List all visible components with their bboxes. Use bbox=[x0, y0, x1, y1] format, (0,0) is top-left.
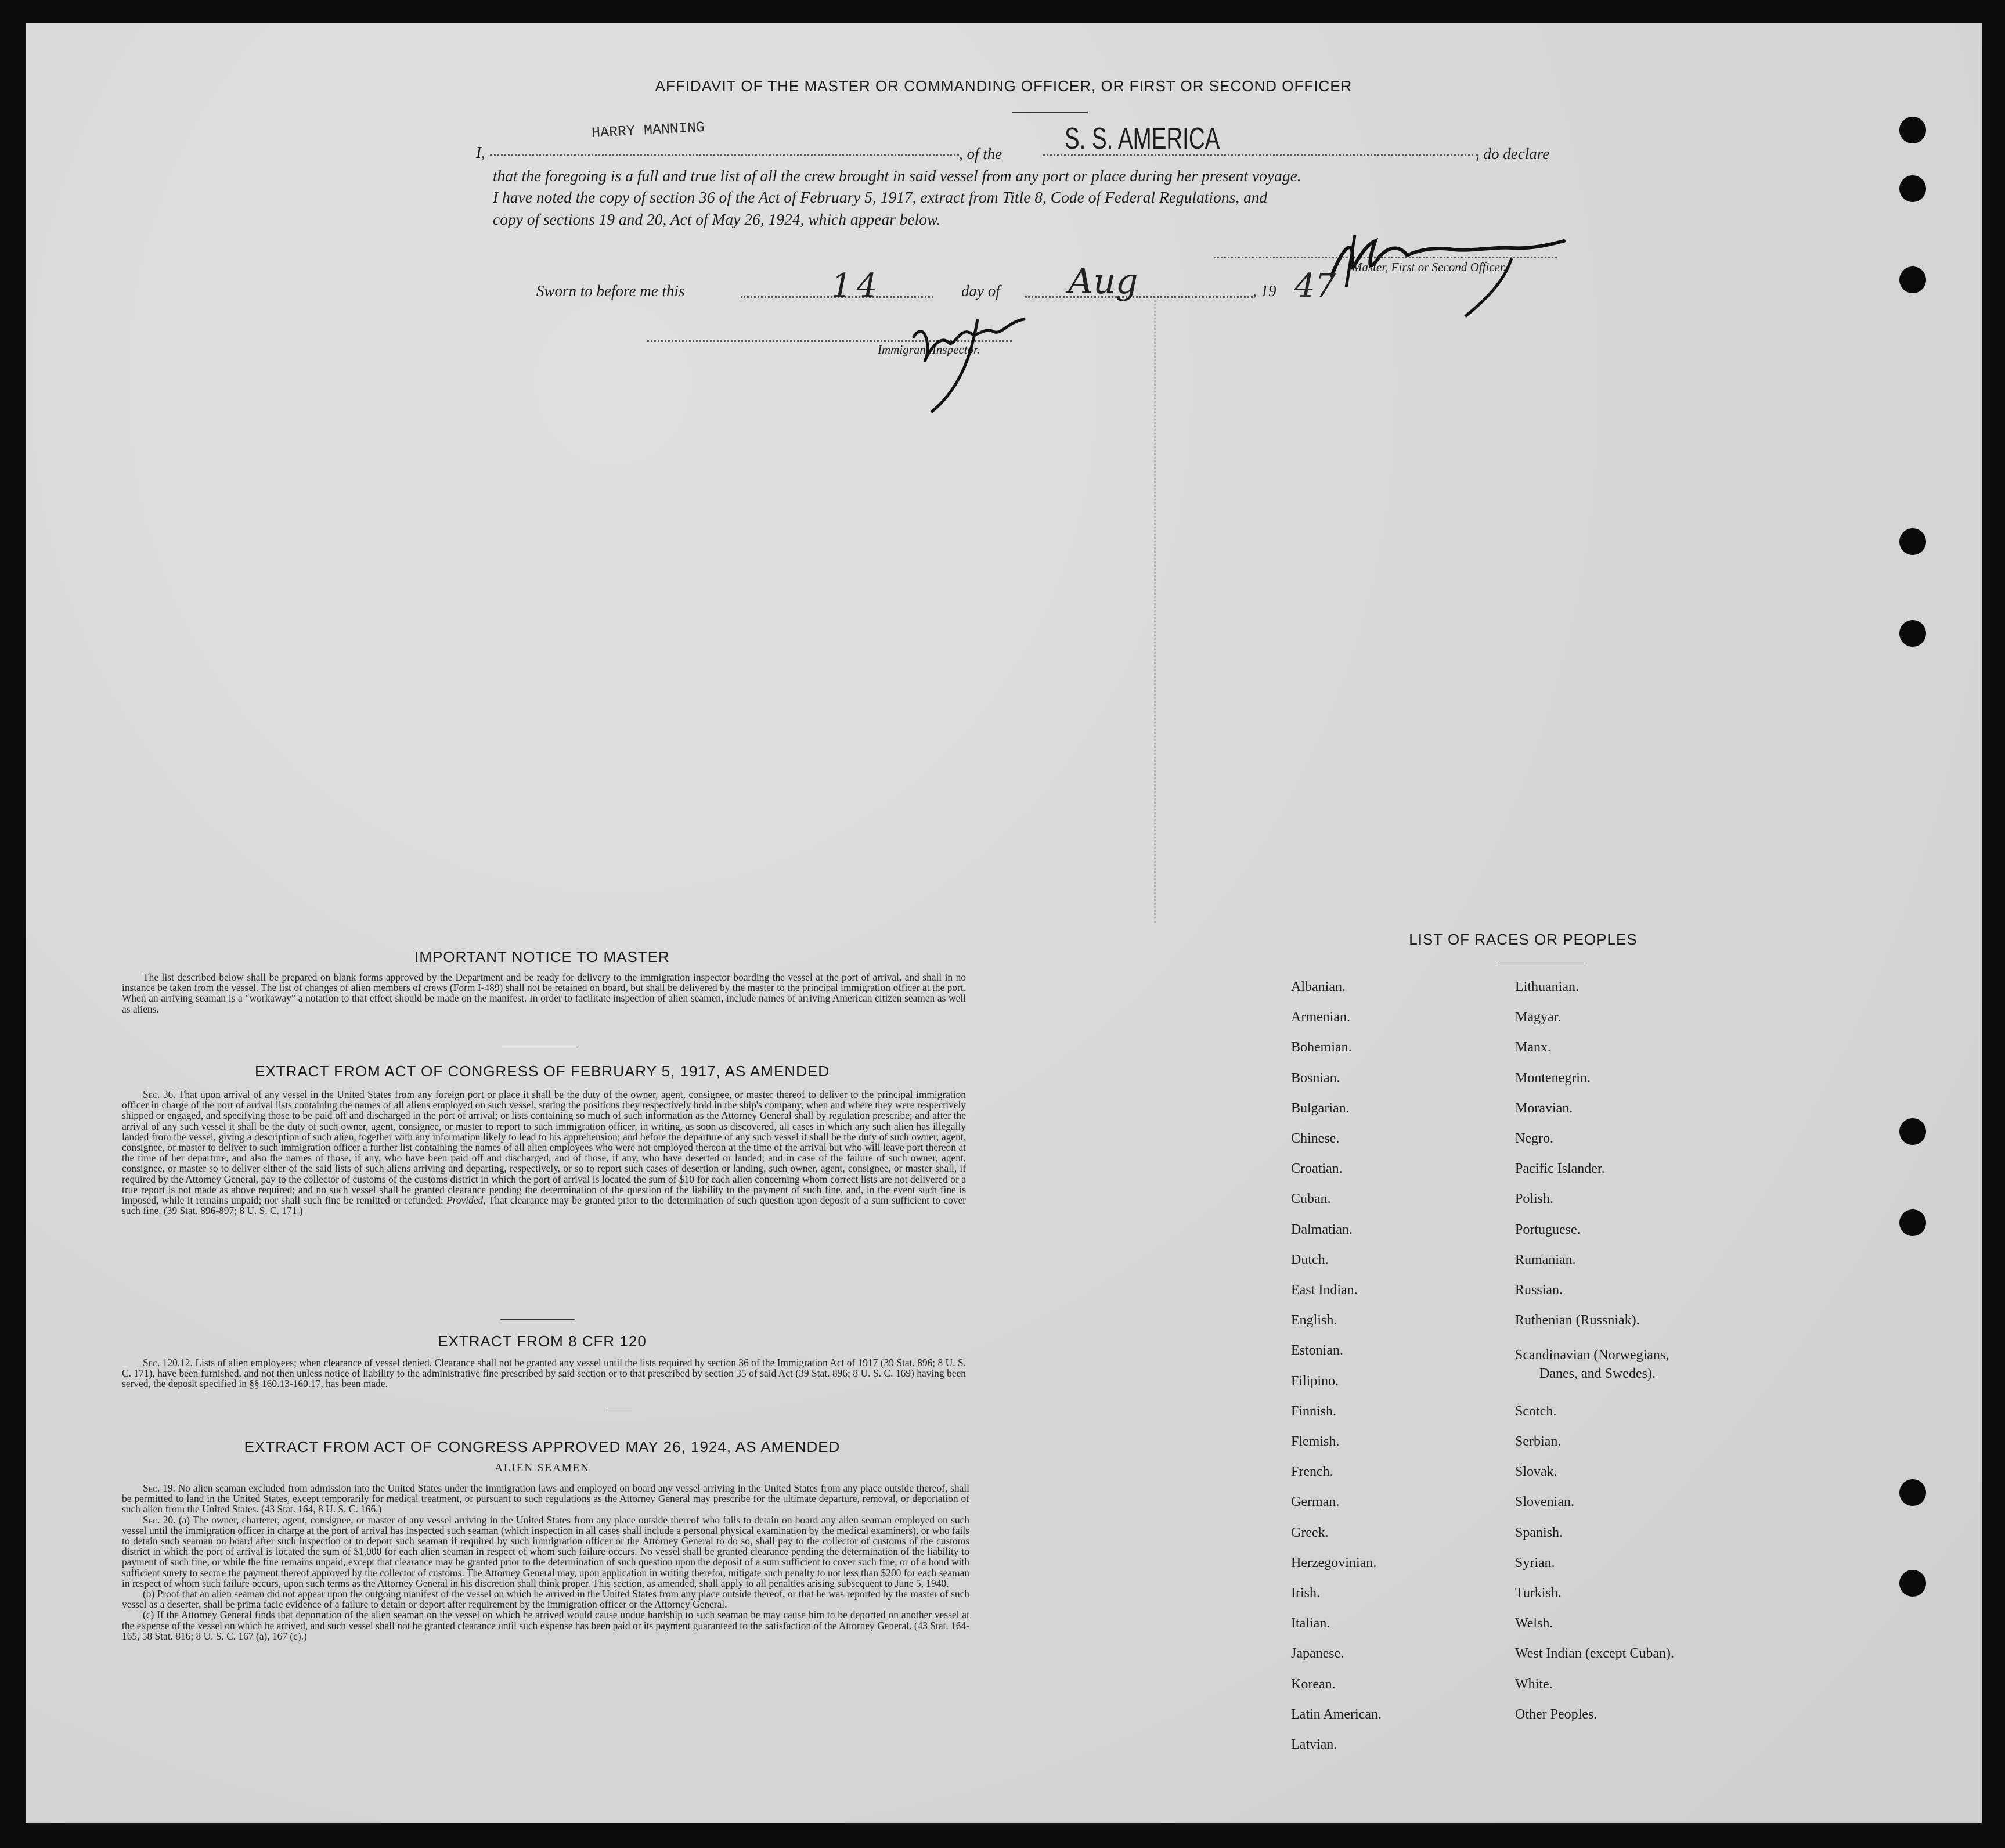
race-item: Serbian. bbox=[1515, 1434, 1562, 1449]
affidavit-line-1: that the foregoing is a full and true list of all the crew brought in said vessel from any port or place during her present voyage. bbox=[493, 167, 1301, 185]
sworn-month-line bbox=[1025, 296, 1253, 298]
race-item: Croatian. bbox=[1291, 1161, 1343, 1177]
race-item: Rumanian. bbox=[1515, 1252, 1576, 1267]
extract-1917-title: EXTRACT FROM ACT OF CONGRESS OF FEBRUARY 5, 1917, AS AMENDED bbox=[255, 1062, 830, 1080]
punch-hole bbox=[1899, 266, 1926, 293]
sworn-day: 14 bbox=[831, 267, 882, 305]
race-item: Bosnian. bbox=[1291, 1070, 1340, 1086]
of-the-label: , of the bbox=[959, 145, 1002, 163]
sec-36-text: That upon arrival of any vessel in the United States from any foreign port or place it shall be the duty of the owner, agent, consignee, or master thereof to deliver to the principal immigration officer in charge of the port of arrival lists containing the names of all aliens employed on such vessel, stating the positions they respectively hold in the ship's company, when and where they were respectively shipped or engaged, and specifying those to be paid off and discharged in the port of arrival; or lists containing so much of such information as the Attorney General shall by regulation prescribe; and after the arrival of any such vessel it shall be the duty of such owner, agent, consignee, or master to report to such immigration officer, in writing, as soon as discovered, all cases in which any such alien has illegally landed from the vessel, giving a description of such alien, together with any information likely to lead to his apprehension; and before the departure of any such vessel it shall be the duty of such owner, agent, consignee, or master to deliver to such immigration officer a further list containing the names of all alien employees who were not employed thereon at the time of the arrival but who will leave port thereon at the time of her departure, and also the names of those, if any, who have been paid off and discharged, and of those, if any, who have deserted or landed; and in case of the failure of such owner, agent, consignee, or master so to deliver either of the said lists of such aliens arriving and departing, respectively, or so to report such cases of desertion or landing, such owner, agent, consignee, or master shall, if required by the Attorney General, pay to the collector of customs of the customs district in which the port of arrival is located the sum of $10 for each alien concerning whom correct lists are not delivered or a true report is not made as above required; and no such vessel shall be granted clearance pending the determination of the question of the liability to the payment of such fine, and, in the event such fine is imposed, while it remains unpaid; nor shall such fine be remitted or refunded: bbox=[122, 1089, 966, 1206]
sec-20a-text: (a) The owner, charterer, agent, consignee, or master of any vessel arriving in the United States from any place outside thereof who fails to detain on board any alien seaman employed on such vessel until the immigration officer in charge at the port of arrival has inspected such seaman (which inspection in all cases shall include a personal physical examination by the medical examiners), or who fails to detain such seaman on board after such inspection or to deport such seaman if required by such immigration officer or the Attorney General to do so, shall pay to the collector of customs of the customs district in which the port of arrival is located the sum of $1,000 for each alien seaman in respect of whom such failure occurs. No vessel shall be granted clearance pending the determination of the liability to payment of such fine, or while the fine remains unpaid, except that clearance may be granted prior to the determination of such question upon the deposit of a sum sufficient to cover such fine, or of a bond with sufficient surety to secure the payment thereof approved by the collector of customs. The Attorney General may, upon application in writing therefor, mitigate such penalty to not less than $200 for each seaman in respect of whom such failure occurs, upon such terms as the Attorney General in his discretion shall think proper. This section, as amended, shall apply to all penalties arising subsequent to June 5, 1940. bbox=[122, 1514, 969, 1589]
race-item: Turkish. bbox=[1515, 1586, 1562, 1601]
provided-text: Provided, bbox=[446, 1194, 486, 1206]
extract-1924-body bbox=[122, 1483, 969, 1641]
sworn-label: Sworn to before me this bbox=[536, 282, 685, 300]
sec-36-label: Sec. 36. bbox=[143, 1089, 176, 1100]
sec-19-text: No alien seaman excluded from admission into the United States under the immigration laws and employed on board any vessel arriving in the United States from any place outside thereof, shall be permitted to land in the United States, except temporarily for medical treatment, or pursuant to such regulations as the Attorney General may prescribe for the ultimate departure, removal, or deportation of such alien from the United States. (43 Stat. 164, 8 U. S. C. 166.) bbox=[122, 1482, 969, 1515]
sec-36-text-end: That clearance may be granted prior to the determination of such question upon deposit of a sum sufficient to cover such fine. (39 Stat. 896-897; 8 U. S. C. 171.) bbox=[122, 1194, 967, 1217]
punch-hole bbox=[1899, 528, 1926, 555]
race-item: Filipino. bbox=[1291, 1373, 1339, 1389]
punch-hole bbox=[1899, 620, 1926, 647]
punch-hole bbox=[1899, 1479, 1926, 1506]
race-item: Latin American. bbox=[1291, 1706, 1382, 1722]
race-item: Polish. bbox=[1515, 1191, 1554, 1207]
race-item: Albanian. bbox=[1291, 979, 1346, 995]
declarant-name: HARRY MANNING bbox=[591, 118, 705, 142]
race-item: Spanish. bbox=[1515, 1525, 1563, 1540]
sec-120-text: Lists of alien employees; when clearance of vessel denied. Clearance shall not be granted any vessel until the lists required by section 36 of the Immigration Act of 1917 (39 Stat. 896; 8 U. S. C. 171), have been furnished, and not then unless notice of liability to the administrative fine prescribed by said section or to that prescribed by section 35 of said Act (39 Stat. 896; 8 U. S. C. 169) having been served, the deposit specified in §§ 160.13-160.17, has been made. bbox=[122, 1357, 966, 1390]
document-page bbox=[26, 23, 1982, 1823]
name-line bbox=[490, 154, 959, 156]
race-item: Montenegrin. bbox=[1515, 1070, 1591, 1086]
extract-cfr-title: EXTRACT FROM 8 CFR 120 bbox=[438, 1332, 647, 1350]
extract-1917-body bbox=[122, 1089, 966, 1216]
race-item: Armenian. bbox=[1291, 1010, 1350, 1025]
race-item: Slovak. bbox=[1515, 1464, 1557, 1480]
extract-1924-title: EXTRACT FROM ACT OF CONGRESS APPROVED MAY 26, 1924, AS AMENDED bbox=[244, 1438, 841, 1456]
race-item: Dalmatian. bbox=[1291, 1222, 1353, 1237]
race-item: English. bbox=[1291, 1313, 1337, 1328]
race-item: Bohemian. bbox=[1291, 1040, 1352, 1056]
race-item: Lithuanian. bbox=[1515, 979, 1579, 995]
affidavit-line-2: I have noted the copy of section 36 of the Act of February 5, 1917, extract from Title 8, Code of Federal Regulations, and bbox=[493, 188, 1268, 206]
master-signature-label: Master, First or Second Officer. bbox=[1352, 260, 1506, 274]
race-item: Japanese. bbox=[1291, 1646, 1344, 1662]
punch-hole bbox=[1899, 1118, 1926, 1145]
sec-19-label: Sec. 19. bbox=[143, 1482, 175, 1494]
races-title: LIST OF RACES OR PEOPLES bbox=[1409, 931, 1638, 948]
punch-hole bbox=[1899, 117, 1926, 143]
sworn-year: 47 bbox=[1294, 267, 1336, 305]
sec-20-label: Sec. 20. bbox=[143, 1514, 176, 1526]
race-item: Manx. bbox=[1515, 1040, 1551, 1056]
race-item: East Indian. bbox=[1291, 1283, 1358, 1298]
day-of-label: day of bbox=[961, 282, 1000, 300]
race-item: Chinese. bbox=[1291, 1131, 1340, 1146]
race-item: Latvian. bbox=[1291, 1737, 1337, 1752]
punch-hole bbox=[1899, 175, 1926, 202]
race-item: Slovenian. bbox=[1515, 1494, 1574, 1510]
race-item: French. bbox=[1291, 1464, 1333, 1480]
race-item: Dutch. bbox=[1291, 1252, 1329, 1267]
race-item: Korean. bbox=[1291, 1676, 1336, 1692]
race-item: Russian. bbox=[1515, 1283, 1563, 1298]
vessel-line bbox=[1043, 154, 1478, 156]
race-item: Pacific Islander. bbox=[1515, 1161, 1605, 1177]
race-item: Italian. bbox=[1291, 1616, 1330, 1631]
race-item: Welsh. bbox=[1515, 1616, 1553, 1631]
notice-title: IMPORTANT NOTICE TO MASTER bbox=[414, 948, 670, 966]
punch-hole bbox=[1899, 1570, 1926, 1597]
race-item: Other Peoples. bbox=[1515, 1706, 1597, 1722]
race-item: Danes, and Swedes). bbox=[1539, 1366, 1656, 1381]
race-item: Herzegovinian. bbox=[1291, 1555, 1377, 1570]
affidavit-title: AFFIDAVIT OF THE MASTER OR COMMANDING OFFICER, OR FIRST OR SECOND OFFICER bbox=[655, 77, 1353, 95]
sec-120-label: Sec. 120.12. bbox=[143, 1357, 193, 1368]
race-item: Estonian. bbox=[1291, 1343, 1343, 1359]
margin-mark bbox=[1154, 296, 1160, 923]
section-divider bbox=[500, 1319, 575, 1320]
race-item: Negro. bbox=[1515, 1131, 1553, 1146]
sec-20b-text: (b) Proof that an alien seaman did not appear upon the outgoing manifest of the vessel on which he arrived in the United States from any place outside thereof, or that he was reported by the master of such vessel as a deserter, shall be prima facie evidence of a failure to detain or deport after requirement by the immigration officer or the Attorney General. bbox=[122, 1588, 969, 1611]
punch-hole bbox=[1899, 1209, 1926, 1236]
race-item: Ruthenian (Russniak). bbox=[1515, 1313, 1640, 1328]
vessel-name: S. S. AMERICA bbox=[1065, 122, 1220, 156]
race-item: Irish. bbox=[1291, 1586, 1320, 1601]
title-divider bbox=[1012, 112, 1088, 113]
race-item: Syrian. bbox=[1515, 1555, 1555, 1570]
race-item: Moravian. bbox=[1515, 1100, 1573, 1116]
inspector-label: Immigrant Inspector. bbox=[878, 343, 980, 356]
do-declare-label: , do declare bbox=[1476, 145, 1550, 163]
year-prefix: , 19 bbox=[1253, 282, 1276, 300]
race-item: Flemish. bbox=[1291, 1434, 1340, 1449]
race-item: White. bbox=[1515, 1676, 1553, 1692]
race-item: German. bbox=[1291, 1494, 1340, 1510]
race-item: Magyar. bbox=[1515, 1010, 1562, 1025]
race-item: Greek. bbox=[1291, 1525, 1329, 1540]
race-item: Portuguese. bbox=[1515, 1222, 1581, 1237]
affidavit-pronoun: I, bbox=[476, 144, 485, 161]
race-item: Cuban. bbox=[1291, 1191, 1331, 1207]
race-item: West Indian (except Cuban). bbox=[1515, 1646, 1674, 1662]
affidavit-line-3: copy of sections 19 and 20, Act of May 26, 1924, which appear below. bbox=[493, 210, 941, 228]
inspector-signature bbox=[890, 302, 1099, 418]
extract-cfr-body bbox=[122, 1357, 966, 1389]
alien-seamen-subtitle: ALIEN SEAMEN bbox=[495, 1462, 590, 1474]
race-item: Scotch. bbox=[1515, 1403, 1557, 1419]
race-item: Finnish. bbox=[1291, 1403, 1337, 1419]
notice-paragraph: The list described below shall be prepared on blank forms approved by the Department and be ready for delivery to the immigration inspector boarding the vessel at the port of arrival, and shall in no instance be taken from the vessel. The list of changes of alien members of crews (Form I-489) shall not be retained on board, but shall be delivered by the master to the principal immigration officer at the port. When an arriving seaman is a "workaway" a notation to that effect should be made on the manifest. In order to facilitate inspection of alien seamen, include names of arriving American citizen seamen as well as aliens. bbox=[122, 971, 966, 1015]
race-item: Scandinavian (Norwegians, bbox=[1515, 1348, 1669, 1363]
sec-20c-text: (c) If the Attorney General finds that deportation of the alien seaman on the vessel on which he arrived would cause undue hardship to such seaman he may cause him to be deported on another vessel at the expense of the vessel on which he arrived, and such vessel shall not be granted clearance until such expense has been paid or its payment guaranteed to the satisfaction of the Attorney General. (43 Stat. 164-165, 58 Stat. 816; 8 U. S. C. 167 (a), 167 (c).) bbox=[122, 1609, 969, 1642]
notice-body bbox=[122, 972, 966, 1014]
race-item: Bulgarian. bbox=[1291, 1100, 1350, 1116]
sworn-month: Aug bbox=[1068, 261, 1138, 302]
